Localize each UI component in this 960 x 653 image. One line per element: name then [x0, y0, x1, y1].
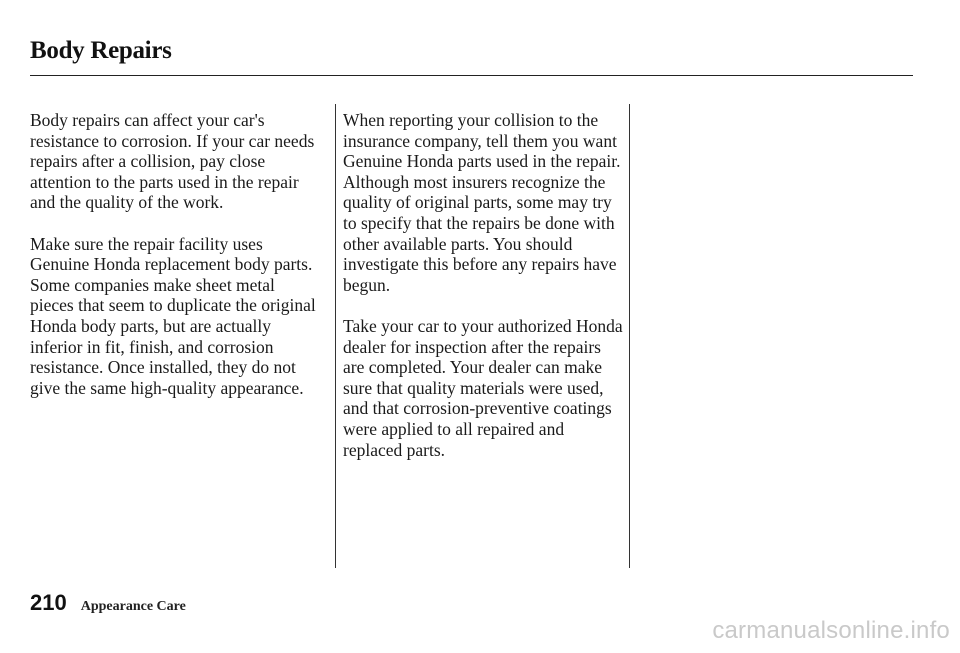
- page-title: Body Repairs: [30, 37, 172, 64]
- page-number: 210: [30, 590, 67, 615]
- paragraph-corrosion: Body repairs can affect your car's resistance to corrosion. If your car needs repairs after a collision, pay close attention to the parts used in the repair and the quality of the work.: [30, 110, 315, 213]
- paragraph-replacement-parts: Make sure the repair facility uses Genuine Honda replacement body parts. Some companies make sheet metal pieces that seem to duplicate the original Honda body parts, but are actually inferior in fit, finish, and corrosion resistance. Once installed, they do not give the same high-quality appearance.: [30, 233, 316, 398]
- left-column: [30, 110, 320, 419]
- right-column: [343, 110, 625, 481]
- column-divider: [335, 104, 336, 568]
- title-rule: [30, 75, 913, 76]
- paragraph-insurance: When reporting your collision to the insurance company, tell them you want Genuine Honda parts used in the repair. Although most insurers recognize the quality of original parts, some may try to specify that the repairs be done with other available parts. You should investigate this before any repairs have begun.: [343, 110, 621, 295]
- section-name: Appearance Care: [80, 599, 186, 614]
- column-divider: [629, 104, 630, 568]
- watermark: carmanualsonline.info: [712, 617, 950, 644]
- paragraph-dealer-inspection: Take your car to your authorized Honda dealer for inspection after the repairs are completed. Your dealer can make sure that quality materials were used, and that corrosion-preventive coatings were applied to all repaired and replaced parts.: [343, 315, 623, 460]
- page-footer: [30, 590, 186, 616]
